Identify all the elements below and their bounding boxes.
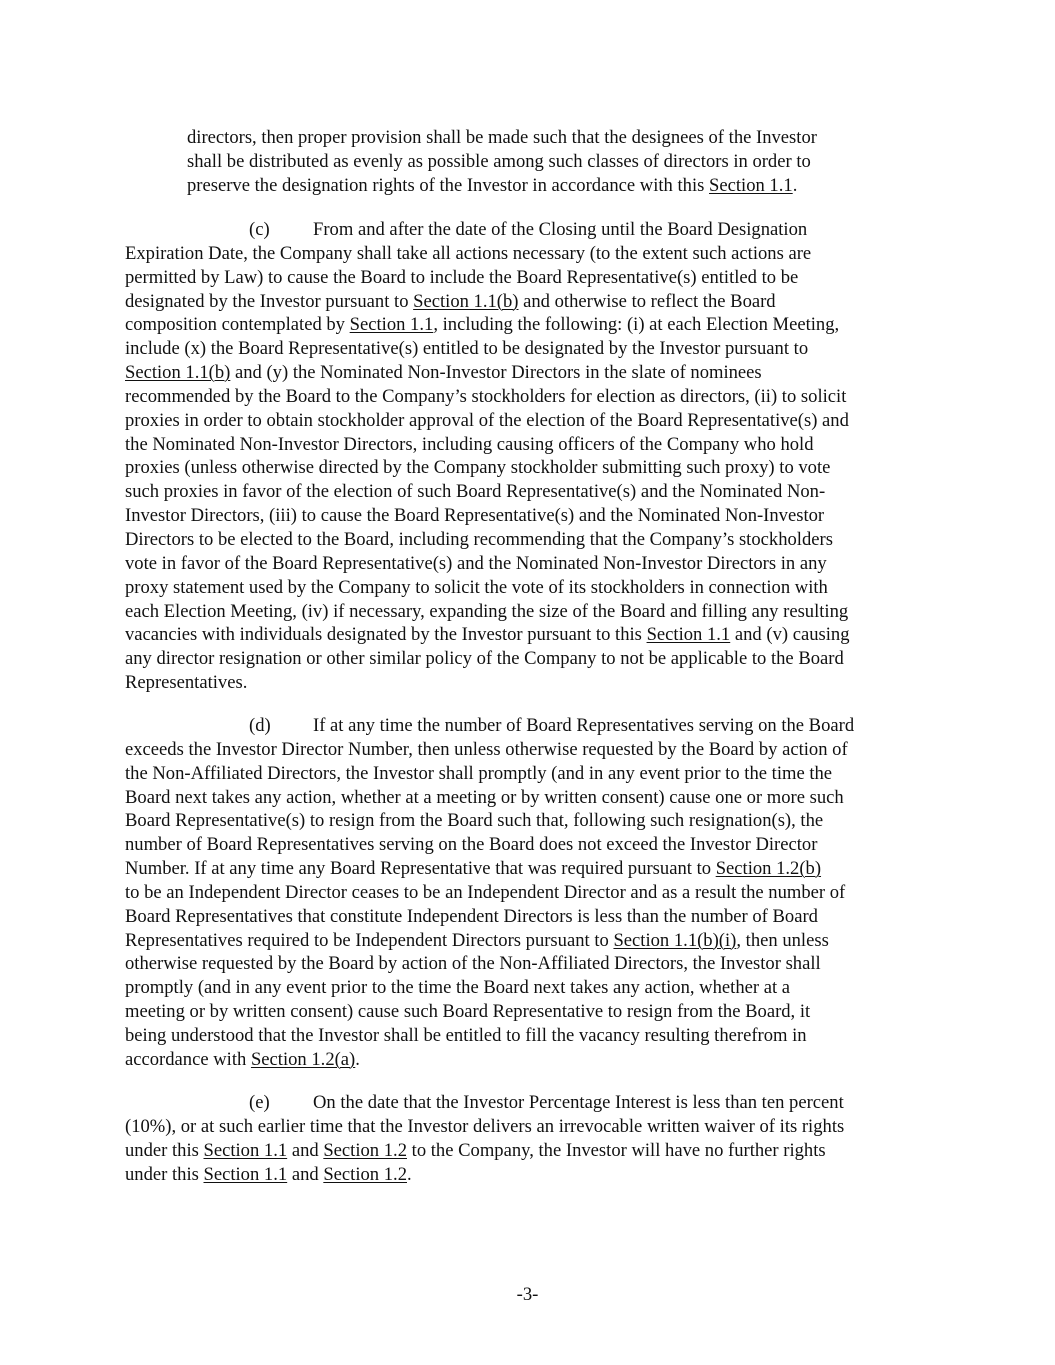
text-line: to be an Independent Director ceases to be an Independent Director and as a result the number of <box>125 881 846 903</box>
text-line: Investor Directors, (iii) to cause the Board Representative(s) and the Nominated Non-Investor <box>125 505 825 527</box>
text-line: under this Section 1.1 and Section 1.2 to the Company, the Investor will have no further rights <box>125 1139 826 1161</box>
text-line: Number. If at any time any Board Representative that was required pursuant to Section 1.2(b) <box>125 858 822 880</box>
text-line: the Nominated Non-Investor Directors, including causing officers of the Company who hold <box>125 433 814 455</box>
text-line: shall be distributed as evenly as possible among such classes of directors in order to <box>187 150 811 172</box>
text-line: (e) On the date that the Investor Percentage Interest is less than ten percent <box>249 1092 844 1113</box>
text-line: number of Board Representatives serving on the Board does not exceed the Investor Director <box>125 834 818 856</box>
section-reference-link: Section 1.1 <box>203 1139 288 1161</box>
text-line: exceeds the Investor Director Number, then unless otherwise requested by the Board by action of <box>125 738 848 760</box>
section-reference-link: Section 1.2 <box>323 1163 407 1185</box>
text-line: the Non-Affiliated Directors, the Investor shall promptly (and in any event prior to the time the <box>125 762 833 784</box>
text-line: otherwise requested by the Board by action of the Non-Affiliated Directors, the Investor shall <box>125 953 821 975</box>
page-number: -3- <box>516 1284 539 1305</box>
paragraph-label: (d) <box>249 715 271 736</box>
text-line: promptly (and in any event prior to the time the Board next takes any action, whether at a <box>125 977 791 999</box>
text-line: meeting or by written consent) cause such Board Representative to resign from the Board, it <box>125 1001 811 1023</box>
text-line: Board next takes any action, whether at a meeting or by written consent) cause one or more such <box>125 786 844 808</box>
text-line: include (x) the Board Representative(s) entitled to be designated by the Investor pursuant to <box>125 338 809 360</box>
text-line: being understood that the Investor shall be entitled to fill the vacancy resulting therefrom in <box>125 1024 807 1046</box>
paragraph-d <box>125 714 854 1072</box>
paragraph-e <box>125 1091 844 1186</box>
text-line: such proxies in favor of the election of such Board Representative(s) and the Nominated Non- <box>125 481 826 503</box>
text-line: (10%), or at such earlier time that the Investor delivers an irrevocable written waiver of its rights <box>125 1115 845 1137</box>
text-line: under this Section 1.1 and Section 1.2. <box>125 1163 412 1185</box>
section-reference-link: Section 1.1(b)(i) <box>613 929 737 951</box>
continuation-paragraph <box>187 126 817 198</box>
section-reference-link: Section 1.2(b) <box>715 858 822 880</box>
text-line: vacancies with individuals designated by the Investor pursuant to this Section 1.1 and (v) causing <box>125 624 850 646</box>
text-line: Representatives required to be Independent Directors pursuant to Section 1.1(b)(i), then unless <box>125 929 829 951</box>
section-reference-link: Section 1.1 <box>349 314 434 336</box>
section-reference-link: Section 1.1(b) <box>125 362 231 384</box>
section-reference-link: Section 1.1 <box>203 1163 288 1185</box>
text-line: Board Representative(s) to resign from the Board such that, following such resignation(s), the <box>125 810 824 832</box>
text-line: permitted by Law) to cause the Board to include the Board Representative(s) entitled to be <box>125 266 799 288</box>
text-line: (d) If at any time the number of Board Representatives serving on the Board <box>249 715 855 736</box>
text-line: Section 1.1(b) and (y) the Nominated Non-Investor Directors in the slate of nominees <box>125 362 762 384</box>
text-line: Board Representatives that constitute Independent Directors is less than the number of Board <box>125 905 818 927</box>
paragraph-c <box>125 218 850 695</box>
text-line: proxy statement used by the Company to solicit the vote of its stockholders in connection with <box>125 576 828 598</box>
text-line: proxies in order to obtain stockholder approval of the election of the Board Representative(s) and <box>125 409 849 431</box>
text-line: designated by the Investor pursuant to Section 1.1(b) and otherwise to reflect the Board <box>125 290 776 312</box>
section-reference-link: Section 1.1 <box>646 624 731 646</box>
section-reference-link: Section 1.1(b) <box>413 290 519 312</box>
text-line: directors, then proper provision shall be made such that the designees of the Investor <box>187 127 817 148</box>
text-line: each Election Meeting, (iv) if necessary, expanding the size of the Board and filling any resulting <box>125 600 849 622</box>
text-line: Expiration Date, the Company shall take all actions necessary (to the extent such actions are <box>125 242 812 264</box>
text-line: composition contemplated by Section 1.1, including the following: (i) at each Election Meeting, <box>125 314 840 336</box>
paragraph-label: (c) <box>249 219 270 240</box>
section-reference-link: Section 1.1 <box>709 174 793 196</box>
text-line: recommended by the Board to the Company’s stockholders for election as directors, (ii) to solicit <box>125 385 847 407</box>
text-line: accordance with Section 1.2(a). <box>125 1048 360 1070</box>
section-reference-link: Section 1.2 <box>323 1139 407 1161</box>
section-reference-link: Section 1.2(a) <box>250 1048 356 1070</box>
text-line: Representatives. <box>125 672 248 694</box>
text-line: (c) From and after the date of the Closing until the Board Designation <box>249 219 808 240</box>
text-line: any director resignation or other similar policy of the Company to not be applicable to the Board <box>125 648 844 670</box>
text-line: preserve the designation rights of the Investor in accordance with this Section 1.1. <box>187 174 798 196</box>
text-line: vote in favor of the Board Representative(s) and the Nominated Non-Investor Directors in any <box>125 552 827 574</box>
text-line: Directors to be elected to the Board, including recommending that the Company’s stockholders <box>125 528 833 550</box>
text-line: proxies (unless otherwise directed by the Company stockholder submitting such proxy) to vote <box>125 457 831 479</box>
paragraph-label: (e) <box>249 1092 270 1113</box>
